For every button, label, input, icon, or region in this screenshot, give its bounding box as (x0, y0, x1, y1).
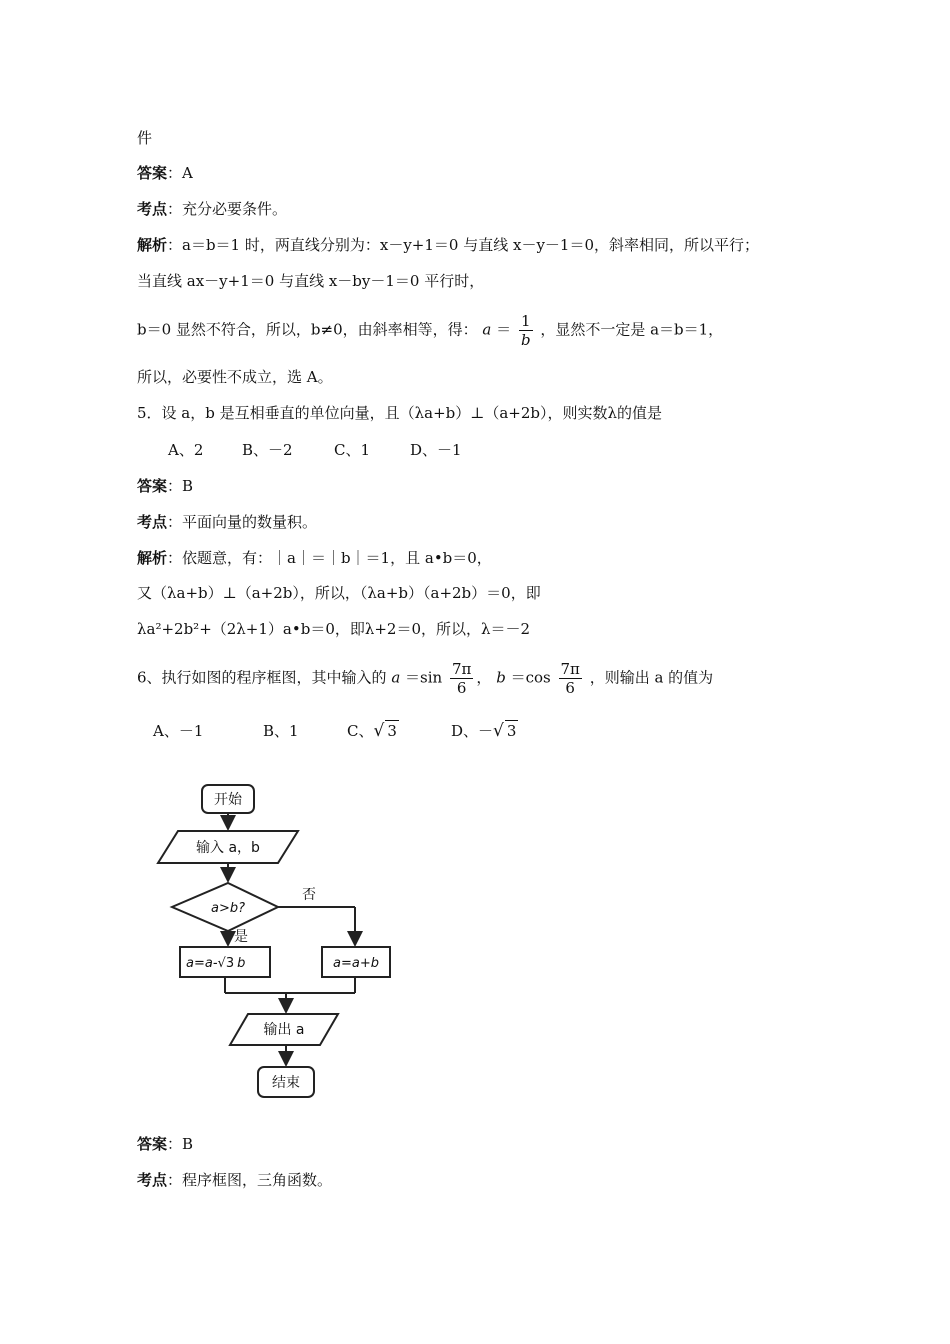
option-b: B、1 (263, 722, 299, 740)
q5-stem: 5．设 a，b 是互相垂直的单位向量，且（λa+b）⊥（a+2b），则实数λ的值是 (137, 404, 663, 422)
stem-post: ，则输出 a 的值为 (589, 668, 714, 687)
option-c: C、√ 3 (347, 721, 397, 741)
no-box-text: a=a+b (333, 956, 379, 971)
q4-topic-line (137, 199, 287, 219)
topic-label: 考点 (137, 1171, 168, 1189)
analysis-text: ：依题意，有：｜a｜＝｜b｜＝1，且 a•b＝0， (167, 549, 492, 567)
fraction-numerator: 7π (452, 660, 472, 678)
answer-text: ：B (167, 477, 194, 495)
q4-analysis-line-3 (137, 312, 723, 349)
fraction-numerator: 7π (560, 660, 580, 678)
option-c: C、1 (334, 441, 371, 459)
q5-topic-line (137, 512, 317, 532)
sqrt-arg: 3 (506, 722, 517, 740)
topic-label: 考点 (137, 200, 168, 218)
answer-text: ：B (167, 1135, 194, 1153)
analysis-text-post: ，显然不一定是 a＝b＝1， (540, 320, 724, 339)
answer-label: 答案 (137, 1135, 168, 1153)
end-text: 结束 (272, 1075, 300, 1091)
q6-topic-line (137, 1170, 332, 1190)
fraction-7pi-over-6 (450, 660, 473, 697)
q4-analysis-line-2: 当直线 ax－y+1＝0 与直线 x－by－1＝0 平行时， (137, 272, 485, 290)
decision-text: a>b? (210, 901, 246, 916)
yes-label: 是 (234, 929, 248, 945)
no-label: 否 (302, 887, 316, 903)
topic-text: ：充分必要条件。 (167, 200, 288, 218)
cos-expr: ＝cos (505, 668, 551, 687)
q4-analysis-line-4: 所以，必要性不成立，选 A。 (137, 368, 333, 386)
q6-options (153, 720, 518, 741)
topic-text: ：程序框图，三角函数。 (167, 1171, 333, 1189)
top-fragment: 件 (137, 129, 153, 147)
input-text: 输入 a，b (196, 840, 260, 856)
fraction-denominator: 6 (456, 679, 467, 697)
flowchart (150, 775, 410, 1110)
start-text: 开始 (214, 792, 242, 808)
sqrt-arg: 3 (387, 722, 397, 740)
yes-box-text: a=a-√3 b (186, 956, 246, 971)
analysis-text: ：a＝b＝1 时，两直线分别为：x－y+1＝0 与直线 x－y－1＝0，斜率相同，所以平行； (167, 236, 760, 254)
q6-stem (137, 660, 713, 697)
output-text: 输出 a (263, 1022, 305, 1038)
topic-label: 考点 (137, 513, 168, 531)
q6-answer-line (137, 1134, 193, 1154)
answer-text: ：A (167, 164, 193, 182)
fraction-1-over-b (519, 312, 533, 349)
var-b: b (496, 668, 506, 687)
analysis-label: 解析 (137, 236, 168, 254)
fraction-denominator: b (520, 331, 531, 349)
var-a: a (391, 668, 401, 687)
stem-pre: 6、执行如图的程序框图，其中输入的 (137, 668, 387, 687)
answer-label: 答案 (137, 164, 168, 182)
option-b: B、－2 (242, 441, 293, 459)
option-d: D、－√ 3 (451, 721, 517, 741)
analysis-text-pre: b＝0 显然不符合，所以，b≠0，由斜率相等，得： (137, 320, 478, 339)
q5-analysis-line-2: 又（λa+b）⊥（a+2b），所以，（λa+b）（a+2b）＝0，即 (137, 584, 541, 602)
fraction-7pi-over-6-b (559, 660, 582, 697)
topic-text: ：平面向量的数量积。 (167, 513, 318, 531)
var-a: a (482, 320, 492, 339)
equals-sign: ＝ (491, 320, 512, 339)
sin-expr: ＝sin (400, 668, 443, 687)
option-a: A、2 (168, 441, 204, 459)
comma: ， (476, 668, 492, 687)
fraction-numerator: 1 (519, 312, 533, 331)
q4-analysis-line-1 (137, 235, 759, 255)
q5-options (168, 440, 462, 460)
q5-analysis-line-3: λa²+2b²+（2λ+1）a•b＝0，即λ+2＝0，所以，λ＝－2 (137, 620, 531, 638)
fraction-denominator: 6 (565, 679, 575, 697)
option-d: D、－1 (410, 441, 462, 459)
q5-analysis-line-1 (137, 548, 492, 568)
analysis-label: 解析 (137, 549, 168, 567)
q4-answer-line (137, 163, 193, 183)
q5-answer-line (137, 476, 193, 496)
answer-label: 答案 (137, 477, 168, 495)
option-a: A、－1 (153, 722, 204, 740)
